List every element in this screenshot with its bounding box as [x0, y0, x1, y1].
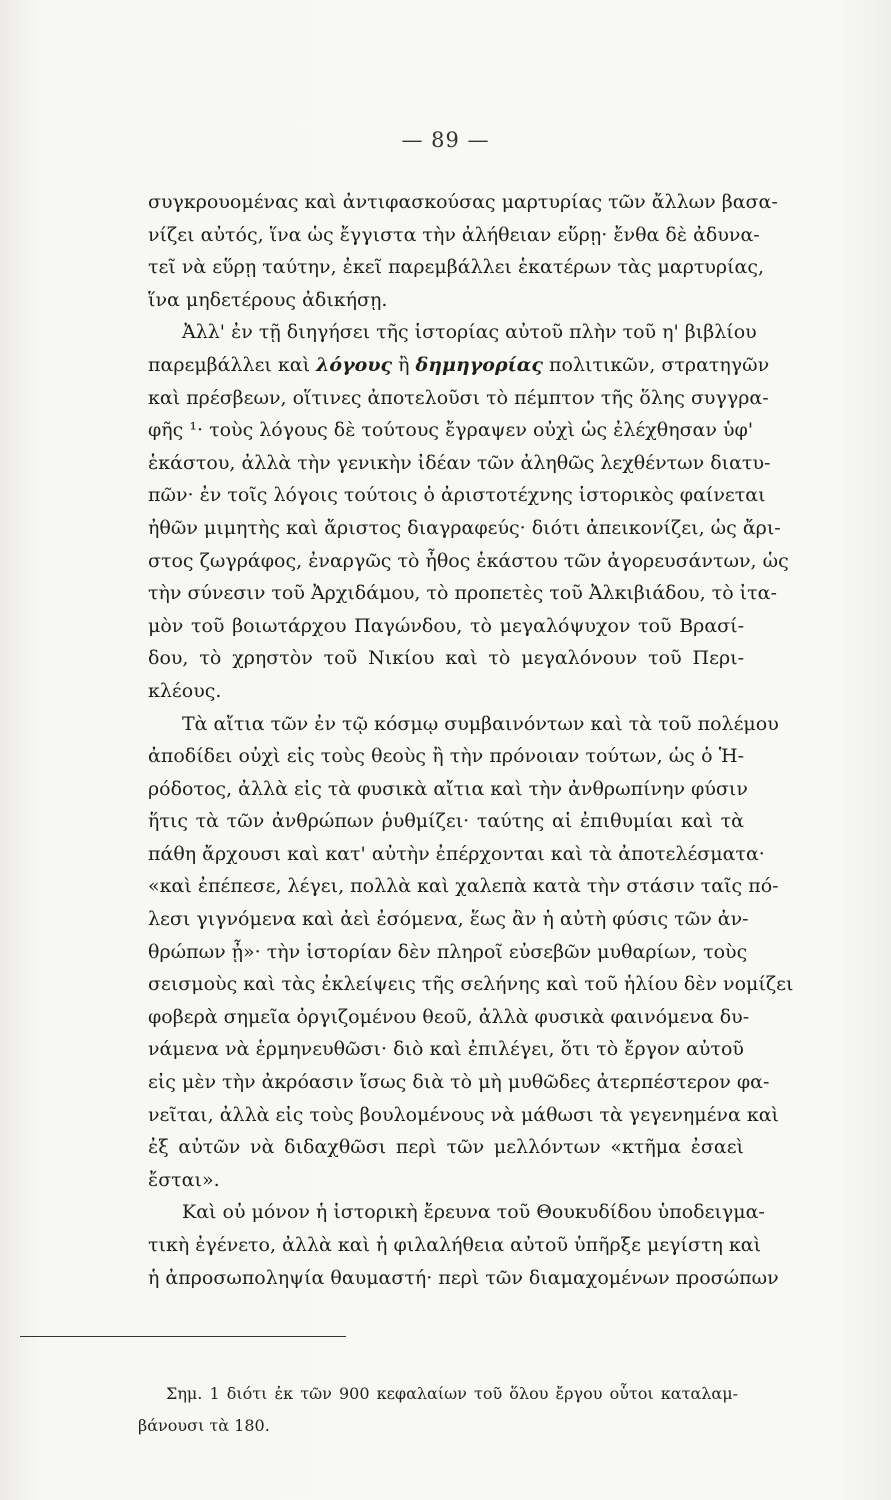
page-number: — 89 —	[401, 128, 490, 152]
text-line: Ἀλλ' ἐν τῇ διηγήσει τῆς ἱστορίας αὐτοῦ πλὴν τοῦ η' βιβλίου	[182, 321, 757, 344]
text-line: κλέους.	[148, 679, 222, 702]
text-line: νεῖται, ἀλλὰ εἰς τοὺς βουλομένους νὰ μάθωσι τὰ γεγενημένα καὶ	[148, 1103, 779, 1126]
text-line: συγκρουομένας καὶ ἀντιφασκούσας μαρτυρίας τῶν ἄλλων βασα-	[148, 191, 778, 213]
text-line: νίζει αὐτός, ἵνα ὡς ἔγγιστα τὴν ἀλήθειαν εὕρῃ· ἔνθα δὲ ἀδυνα-	[148, 223, 760, 246]
footnote-line: βάνουσι τὰ 180.	[138, 1416, 270, 1435]
text-line: τὴν σύνεσιν τοῦ Ἀρχιδάμου, τὸ προπετὲς τοῦ Ἀλκιβιάδου, τὸ ἰτα-	[148, 582, 777, 605]
body-text	[148, 186, 794, 1294]
paragraph-4	[148, 1196, 779, 1294]
emphasis-logous: λόγους	[316, 353, 393, 376]
text-line: ἐξ αὐτῶν νὰ διδαχθῶσι περὶ τῶν μελλόντων «κτῆμα ἐσαεὶ	[148, 1136, 744, 1159]
text-line: δου, τὸ χρηστὸν τοῦ Νικίου καὶ τὸ μεγαλόνουν τοῦ Περι-	[148, 647, 744, 670]
footnote-line: Σημ. 1 διότι ἐκ τῶν 900 κεφαλαίων τοῦ ὅλου ἔργου οὗτοι καταλαμ-	[166, 1384, 738, 1403]
text-line-with-emphasis	[148, 349, 770, 382]
text-line: ἀποδίδει οὐχὶ εἰς τοὺς θεοὺς ἢ τὴν πρόνοιαν τούτων, ὡς ὁ Ἡ-	[148, 745, 744, 768]
text-line: ρόδοτος, ἀλλὰ εἰς τὰ φυσικὰ αἴτια καὶ τὴν ἀνθρωπίνην φύσιν	[148, 777, 748, 800]
text-line: φῆς ¹· τοὺς λόγους δὲ τούτους ἔγραψεν οὐχὶ ὡς ἐλέχθησαν ὑφ'	[148, 419, 754, 442]
paragraph-2	[148, 316, 789, 707]
text-line: λεσι γιγνόμενα καὶ ἀεὶ ἐσόμενα, ἕως ἂν ἡ αὐτὴ φύσις τῶν ἀν-	[148, 908, 749, 931]
text-line: ἠθῶν μιμητὴς καὶ ἄριστος διαγραφεύς· διότι ἀπεικονίζει, ὡς ἄρι-	[148, 516, 781, 539]
paragraph-3	[148, 708, 794, 1197]
text-line: φοβερὰ σημεῖα ὀργιζομένου θεοῦ, ἀλλὰ φυσικὰ φαινόμενα δυ-	[148, 1005, 750, 1028]
text-line: πάθη ἄρχουσι καὶ κατ' αὐτὴν ἐπέρχονται καὶ τὰ ἀποτελέσματα·	[148, 842, 765, 865]
text-line: τικὴ ἐγένετο, ἀλλὰ καὶ ἡ φιλαλήθεια αὐτοῦ ὑπῆρξε μεγίστη καὶ	[148, 1234, 762, 1256]
text-line: θρώπων ᾖ»· τὴν ἱστορίαν δὲν πληροῖ εὐσεβῶν μυθαρίων, τοὺς	[148, 940, 748, 963]
text-line: ἔσται».	[148, 1168, 220, 1191]
text-line: στος ζωγράφος, ἐναργῶς τὸ ἦθος ἑκάστου τῶν ἀγορευσάντων, ὡς	[148, 549, 789, 572]
text-line: πῶν· ἐν τοῖς λόγοις τούτοις ὁ ἀριστοτέχνης ἱστορικὸς φαίνεται	[148, 484, 766, 507]
text-line: ἥτις τὰ τῶν ἀνθρώπων ῥυθμίζει· ταύτης αἱ ἐπιθυμίαι καὶ τὰ	[148, 810, 744, 833]
text-line: Καὶ οὐ μόνον ἡ ἱστορικὴ ἔρευνα τοῦ Θουκυδίδου ὑποδειγμα-	[182, 1201, 765, 1224]
text-line: εἰς μὲν τὴν ἀκρόασιν ἴσως διὰ τὸ μὴ μυθῶδες ἀτερπέστερον φα-	[148, 1071, 770, 1094]
text-line: ἵνα μηδετέρους ἀδικήσῃ.	[148, 288, 388, 311]
text-run: πολιτικῶν, στρατηγῶν	[543, 353, 770, 376]
text-line: ἡ ἀπροσωποληψία θαυμαστή· περὶ τῶν διαμαχομένων προσώπων	[148, 1266, 779, 1289]
text-run: παρεμβάλλει καὶ	[148, 353, 317, 376]
text-run: ἢ	[392, 353, 416, 376]
footnote-divider	[20, 1336, 346, 1337]
text-line: σεισμοὺς καὶ τὰς ἐκλείψεις τῆς σελήνης καὶ τοῦ ἡλίου δὲν νομίζει	[148, 973, 794, 996]
text-line: Τὰ αἴτια τῶν ἐν τῷ κόσμῳ συμβαινόντων καὶ τὰ τοῦ πολέμου	[182, 712, 779, 735]
text-line: καὶ πρέσβεων, οἵτινες ἀποτελοῦσι τὸ πέμπτον τῆς ὅλης συγγρα-	[148, 386, 769, 409]
emphasis-dimigorias: δημηγορίας	[415, 353, 543, 376]
text-line: τεῖ νὰ εὕρῃ ταύτην, ἐκεῖ παρεμβάλλει ἑκατέρων τὰς μαρτυρίας,	[148, 256, 765, 279]
text-line: νάμενα νὰ ἑρμηνευθῶσι· διὸ καὶ ἐπιλέγει, ὅτι τὸ ἔργον αὐτοῦ	[148, 1038, 744, 1061]
footnote	[138, 1378, 738, 1442]
text-line: ἑκάστου, ἀλλὰ τὴν γενικὴν ἰδέαν τῶν ἀληθῶς λεχθέντων διατυ-	[148, 451, 771, 474]
paragraph-1	[148, 186, 778, 316]
text-line: μὸν τοῦ βοιωτάρχου Παγώνδου, τὸ μεγαλόψυχον τοῦ Βρασί-	[148, 614, 744, 637]
text-line: «καὶ ἐπέπεσε, λέγει, πολλὰ καὶ χαλεπὰ κατὰ τὴν στάσιν ταῖς πό-	[148, 875, 779, 898]
